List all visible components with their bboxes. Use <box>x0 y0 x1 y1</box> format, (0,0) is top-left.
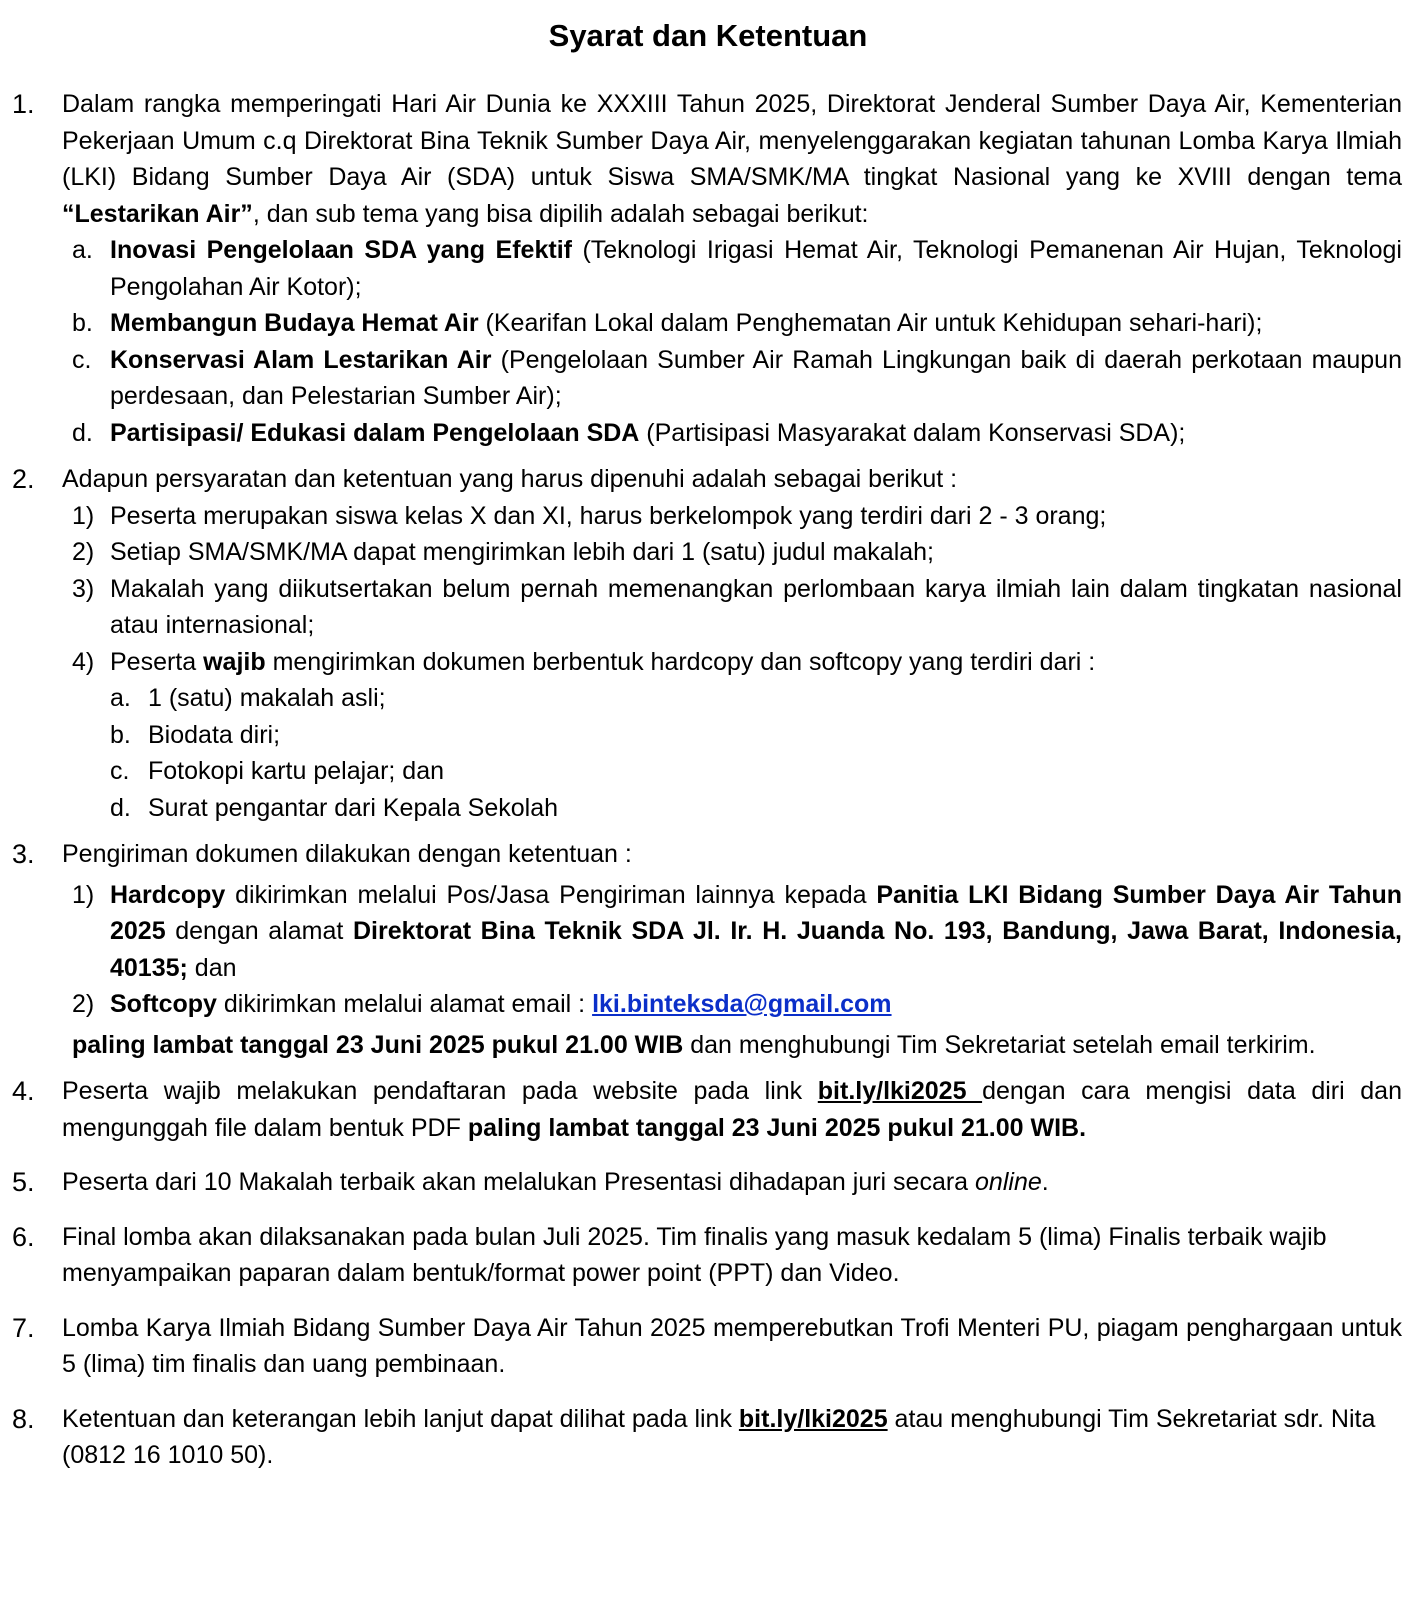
subtheme-a: a. Inovasi Pengelolaan SDA yang Efektif (Teknologi Irigasi Hemat Air, Teknologi Pemanenan Air Hujan, Teknologi Pengolahan Air Kotor); <box>72 236 1402 301</box>
item-text: Final lomba akan dilaksanakan pada bulan Juli 2025. Tim finalis yang masuk kedalam 5 (lima) Finalis terbaik wajib menyampaikan paparan dalam bentuk/format power point (PPT) dan Video. <box>62 1222 1327 1287</box>
item-number: 6. <box>12 1221 35 1252</box>
requirement-3: 3) Makalah yang diikutsertakan belum pernah memenangkan perlombaan karya ilmiah lain dalam tingkatan nasional atau internasional; <box>72 574 1402 639</box>
deadline-note: paling lambat tanggal 23 Juni 2025 pukul 21.00 WIB dan menghubungi Tim Sekretariat setelah email terkirim. <box>72 1030 1316 1059</box>
document-b: b. Biodata diri; <box>110 720 281 749</box>
item-text: Dalam rangka memperingati Hari Air Dunia ke XXXIII Tahun 2025, Direktorat Jenderal Sumber Daya Air, Kementerian Pekerjaan Umum c.q Direktorat Bina Teknik Sumber Daya Air, menyelenggarakan kegiatan tahunan Lomba Karya Ilmiah (LKI) Bidang Sumber Daya Air (SDA) untuk Siswa SMA/SMK/MA tingkat Nasional yang ke XVIII dengan tema “Lestarikan Air”, dan sub tema yang bisa dipilih adalah sebagai berikut: <box>62 90 1402 228</box>
document-d: d. Surat pengantar dari Kepala Sekolah <box>110 793 559 822</box>
item-text: Lomba Karya Ilmiah Bidang Sumber Daya Air Tahun 2025 memperebutkan Trofi Menteri PU, piagam penghargaan untuk 5 (lima) tim finalis dan uang pembinaan. <box>62 1313 1402 1378</box>
terms-item-5 <box>12 1164 1402 1201</box>
subtheme-d: d. Partisipasi/ Edukasi dalam Pengelolaan SDA (Partisipasi Masyarakat dalam Konservasi SDA); <box>72 418 1186 447</box>
document-a: a. 1 (satu) makalah asli; <box>110 684 386 712</box>
delivery-hardcopy: 1) Hardcopy dikirimkan melalui Pos/Jasa Pengiriman lainnya kepada Panitia LKI Bidang Sumber Daya Air Tahun 2025 dengan alamat Direktorat Bina Teknik SDA Jl. Ir. H. Juanda No. 193, Bandung, Jawa Barat, Indonesia, 40135; dan <box>72 880 1402 982</box>
item-number: 5. <box>12 1167 35 1197</box>
item-text: Peserta dari 10 Makalah terbaik akan melalukan Presentasi dihadapan juri secara online. <box>62 1168 1049 1196</box>
document-c: c. Fotokopi kartu pelajar; dan <box>110 757 445 785</box>
item-number: 4. <box>12 1076 35 1106</box>
email-link[interactable]: lki.binteksda@gmail.com <box>592 990 892 1018</box>
registration-link[interactable]: bit.ly/lki2025 <box>817 1077 983 1105</box>
requirement-2: 2) Setiap SMA/SMK/MA dapat mengirimkan lebih dari 1 (satu) judul makalah; <box>72 538 934 566</box>
terms-item-2 <box>12 461 1402 826</box>
requirement-1: 1) Peserta merupakan siswa kelas X dan XI, harus berkelompok yang terdiri dari 2 - 3 orang; <box>72 501 1107 530</box>
subtheme-b: b. Membangun Budaya Hemat Air (Kearifan Lokal dalam Penghematan Air untuk Kehidupan sehari-hari); <box>72 309 1263 337</box>
item-number: 8. <box>12 1403 35 1434</box>
terms-item-7 <box>12 1310 1402 1383</box>
delivery-softcopy: 2) Softcopy dikirimkan melalui alamat email : lki.binteksda@gmail.com <box>72 990 892 1018</box>
item-number: 7. <box>12 1312 35 1343</box>
item-number: 3. <box>12 839 35 869</box>
terms-list <box>12 86 1402 1492</box>
terms-item-3 <box>12 836 1402 1063</box>
terms-item-8 <box>12 1401 1402 1474</box>
item-text: Peserta wajib melakukan pendaftaran pada website pada link bit.ly/lki2025 dengan cara mengisi data diri dan mengunggah file dalam bentuk PDF paling lambat tanggal 23 Juni 2025 pukul 21.00 WIB. <box>62 1077 1402 1142</box>
item-text: Adapun persyaratan dan ketentuan yang harus dipenuhi adalah sebagai berikut : <box>62 465 958 493</box>
terms-item-1 <box>12 86 1402 451</box>
info-link[interactable]: bit.ly/lki2025 <box>738 1404 888 1433</box>
terms-item-4 <box>12 1073 1402 1146</box>
subtheme-c: c. Konservasi Alam Lestarikan Air (Pengelolaan Sumber Air Ramah Lingkungan baik di daerah perkotaan maupun perdesaan, dan Pelestarian Sumber Air); <box>72 345 1402 410</box>
terms-item-6 <box>12 1219 1402 1292</box>
page-title: Syarat dan Ketentuan <box>548 18 868 53</box>
item-number: 2. <box>12 464 35 494</box>
item-text: Pengiriman dokumen dilakukan dengan ketentuan : <box>62 840 632 868</box>
item-text: Ketentuan dan keterangan lebih lanjut dapat dilihat pada link bit.ly/lki2025 atau menghubungi Tim Sekretariat sdr. Nita (0812 16 1010 50). <box>62 1404 1376 1469</box>
item-number: 1. <box>12 89 35 119</box>
requirement-4: 4) Peserta wajib mengirimkan dokumen berbentuk hardcopy dan softcopy yang terdiri dari : <box>72 647 1096 676</box>
theme-text: “Lestarikan Air” <box>62 199 253 228</box>
